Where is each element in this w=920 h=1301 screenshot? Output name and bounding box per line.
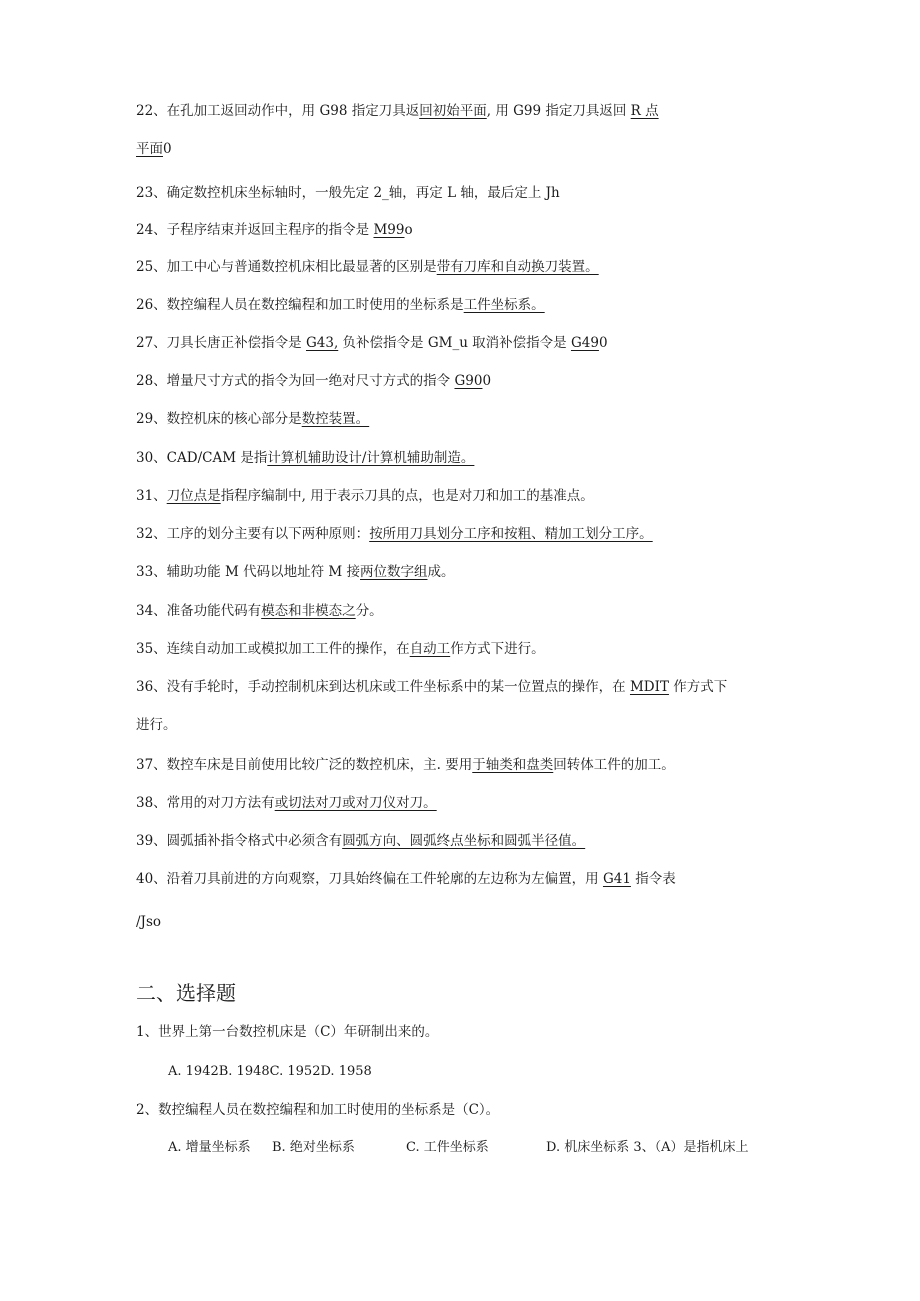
question-text: 28、增量尺寸方式的指令为回一绝对尺寸方式的指令: [136, 373, 455, 389]
question-text: 进行。: [136, 717, 177, 733]
question-text: 30、CAD/CAM 是指: [136, 450, 268, 466]
answer-blank: 模态和非模态之: [261, 603, 356, 619]
question-text: 作方式下: [668, 679, 728, 695]
question-line-q39: [136, 831, 585, 851]
question-text: 39、圆弧插补指令格式中必须含有: [136, 833, 343, 849]
answer-blank: 两位数字组: [360, 564, 428, 580]
answer-blank: G49: [570, 335, 599, 351]
question-line-q26: [136, 295, 545, 315]
question-text: 分。: [355, 603, 383, 619]
question-line-q30: [136, 448, 474, 468]
question-text: 36、没有手轮时，手动控制机床到达机床或工件坐标系中的某一位置点的操作，在: [136, 679, 630, 695]
question-text: 27、刀具长唐正补偿指令是: [136, 335, 306, 351]
answer-blank: G90: [454, 373, 483, 389]
answer-blank: M99: [373, 222, 405, 238]
answer-blank: 圆弧方向、圆弧终点坐标和圆弧半径值。: [342, 833, 586, 849]
question-text: 0: [163, 141, 172, 157]
answer-blank: 工件坐标系。: [463, 297, 545, 313]
question-line-q37: [136, 755, 675, 775]
question-text: 32、工序的划分主要有以下两种原则：: [136, 526, 370, 542]
question-text: 24、子程序结束并返回主程序的指令是: [136, 222, 374, 238]
question-text: 负补偿指令是 GM_u 取消补偿指令是: [338, 335, 571, 351]
question-text: 作方式下进行。: [450, 641, 545, 657]
question-line-q24: [136, 220, 413, 240]
question-line-q31: [136, 486, 594, 506]
answer-blank: G43,: [305, 335, 339, 351]
question-text: 0: [598, 335, 608, 351]
question-line-q40b: [136, 912, 161, 932]
question-line-q27: [136, 333, 608, 353]
choice-question-1-options: A. 1942B. 1948C. 1952D. 1958: [168, 1064, 372, 1079]
question-text: 37、数控车床是目前使用比较广泛的数控机床，主. 要用: [136, 757, 473, 773]
question-text: 回转体工件的加工。: [553, 757, 675, 773]
question-text: 成。: [427, 564, 455, 580]
question-text: 34、准备功能代码有: [136, 603, 262, 619]
question-text: 23、确定数控机床坐标轴时，一般先定 2_轴，再定 L 轴，最后定上 Jh: [136, 185, 560, 201]
choice-option-b: B. 绝对坐标系: [272, 1140, 355, 1155]
question-line-q29: [136, 409, 369, 429]
question-text: /Jso: [136, 914, 162, 930]
choice-question-2: 2、数控编程人员在数控编程和加工时使用的坐标系是（C）。: [136, 1102, 500, 1118]
question-line-q34: [136, 601, 383, 621]
question-line-q36b: [136, 715, 177, 735]
choice-question-1: 1、世界上第一台数控机床是（C）年研制出来的。: [136, 1024, 439, 1040]
question-text: 22、在孔加工返回动作中，用 G98 指定刀具返: [136, 103, 420, 119]
question-text: 33、辅助功能 M 代码以地址符 M 接: [136, 564, 360, 580]
answer-blank: 按所用刀具划分工序和按粗、精加工划分工序。: [369, 526, 653, 542]
question-text: 指程序编制中, 用于表示刀具的点，也是对刀和加工的基准点。: [220, 488, 594, 504]
question-text: 38、常用的对刀方法有: [136, 795, 275, 811]
answer-blank: 数控装置。: [301, 411, 370, 427]
question-text: 26、数控编程人员在数控编程和加工时使用的坐标系是: [136, 297, 464, 313]
answer-blank: 计算机辅助设计/计算机辅助制造。: [267, 450, 475, 466]
question-text: 25、加工中心与普通数控机床相比最显著的区别是: [136, 259, 437, 275]
answer-blank: 或切法对刀或对刀仪对刀。: [274, 795, 437, 811]
question-line-q28: [136, 371, 491, 391]
question-text: 40、沿着刀具前进的方向观察，刀具始终偏在工件轮廓的左边称为左偏置，用: [136, 871, 603, 887]
answer-blank: 于轴类和盘类: [472, 757, 554, 773]
question-text: , 用 G99 指定刀具返回: [486, 103, 631, 119]
question-line-q35: [136, 639, 545, 659]
question-text: 35、连续自动加工或模拟加工工件的操作，在: [136, 641, 410, 657]
question-text: 指令表: [630, 871, 676, 887]
question-line-q22: [136, 101, 659, 121]
answer-blank: 回初始平面: [419, 103, 487, 119]
question-text: 29、数控机床的核心部分是: [136, 411, 302, 427]
answer-blank: G41: [602, 871, 631, 887]
question-line-q33: [136, 562, 455, 582]
answer-blank: 平面: [136, 141, 163, 157]
answer-blank: R 点: [630, 103, 659, 119]
choice-option-d: D. 机床坐标系 3、（A）是指机床上: [546, 1140, 749, 1155]
answer-blank: 刀位点是: [166, 488, 221, 504]
question-line-q25: [136, 257, 599, 277]
choice-option-a: A. 增量坐标系: [168, 1140, 251, 1155]
question-line-q23: [136, 183, 560, 203]
question-line-q40: [136, 869, 676, 889]
question-text: 0: [482, 373, 492, 389]
answer-blank: 自动工: [409, 641, 451, 657]
question-text: 31、: [136, 488, 167, 504]
question-line-q22b: [136, 139, 172, 159]
choice-option-c: C. 工件坐标系: [406, 1140, 489, 1155]
answer-blank: 带有刀库和自动换刀装置。: [436, 259, 599, 275]
section-title: 二、选择题: [136, 981, 236, 1005]
question-line-q32: [136, 524, 653, 544]
question-line-q38: [136, 793, 437, 813]
question-text: o: [404, 222, 413, 238]
question-line-q36: [136, 677, 727, 697]
answer-blank: MDIT: [629, 679, 669, 695]
